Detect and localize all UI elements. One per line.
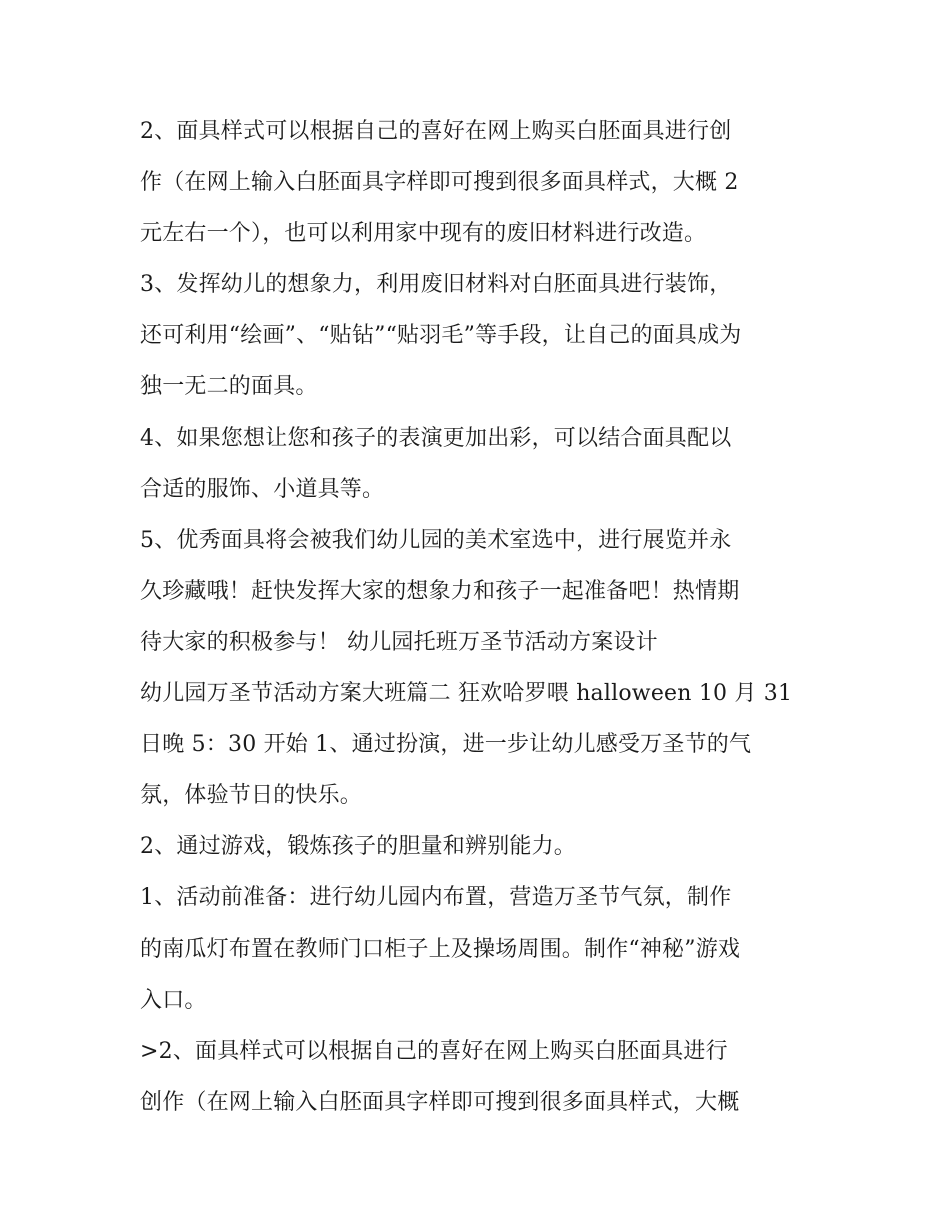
text-line-18: 入口。 — [140, 987, 207, 1013]
text-line-4: 3、发挥幼儿的想象力，利用废旧材料对白胚面具进行装饰， — [140, 272, 732, 298]
text-line-13: 日晚 5：30 开始 1、通过扮演，进一步让幼儿感受万圣节的气 — [140, 732, 752, 758]
text-line-14: 氛，体验节日的快乐。 — [140, 783, 363, 809]
text-line-1: 2、面具样式可以根据自己的喜好在网上购买白胚面具进行创 — [140, 119, 732, 144]
text-line-16: 1、活动前准备：进行幼儿园内布置，营造万圣节气氛，制作 — [140, 885, 732, 911]
text-line-15: 2、通过游戏，锻炼孩子的胆量和辨别能力。 — [140, 834, 576, 860]
text-line-6: 独一无二的面具。 — [140, 374, 318, 400]
document-body — [140, 106, 820, 1128]
text-line-2: 作（在网上输入白胚面具字样即可搜到很多面具样式，大概 2 — [140, 170, 739, 196]
text-line-17: 的南瓜灯布置在教师门口柜子上及操场周围。制作“神秘”游戏 — [140, 936, 741, 962]
text-line-3: 元左右一个），也可以利用家中现有的废旧材料进行改造。 — [140, 221, 707, 247]
text-line-12: 幼儿园万圣节活动方案大班篇二 狂欢哈罗喂 halloween 10 月 31 — [140, 681, 793, 707]
text-line-19: >2、面具样式可以根据自己的喜好在网上购买白胚面具进行 — [140, 1038, 728, 1064]
text-line-8: 合适的服饰、小道具等。 — [140, 476, 385, 502]
text-line-20: 创作（在网上输入白胚面具字样即可搜到很多面具样式，大概 — [140, 1089, 740, 1115]
text-line-10: 久珍藏哦！赶快发挥大家的想象力和孩子一起准备吧！热情期 — [140, 578, 740, 604]
text-line-11: 待大家的积极参与！ 幼儿园托班万圣节活动方案设计 — [140, 629, 658, 655]
text-line-9: 5、优秀面具将会被我们幼儿园的美术室选中，进行展览并永 — [140, 527, 732, 553]
text-line-5: 还可利用“绘画”、“贴钻”“贴羽毛”等手段，让自己的面具成为 — [140, 323, 742, 349]
text-line-7: 4、如果您想让您和孩子的表演更加出彩，可以结合面具配以 — [140, 425, 732, 451]
